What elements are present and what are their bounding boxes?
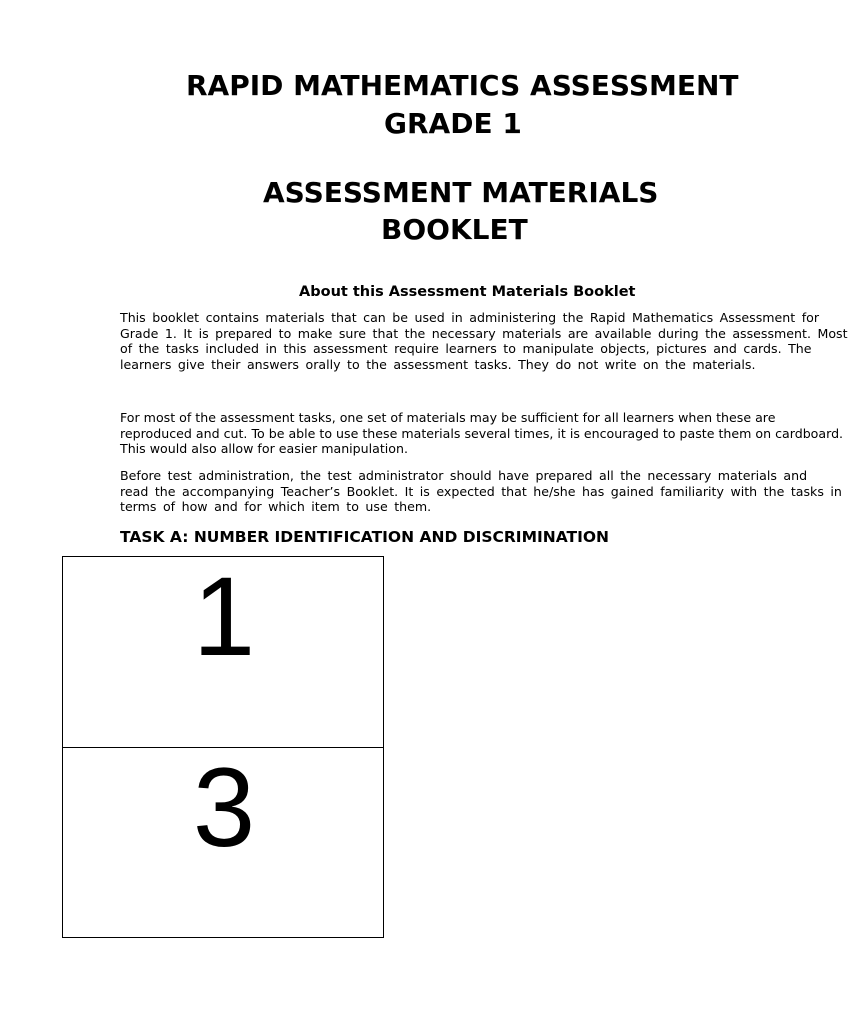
paragraph-line: of the tasks included in this assessment require learners to manipulate objects, pictures and cards. The bbox=[120, 341, 812, 357]
paragraph-line: Grade 1. It is prepared to make sure that the necessary materials are available during the assessment. Most bbox=[120, 325, 848, 341]
intro-paragraph bbox=[120, 310, 848, 372]
document-title: RAPID MATHEMATICS ASSESSMENT bbox=[186, 69, 739, 102]
task-a-heading: TASK A: NUMBER IDENTIFICATION AND DISCRIMINATION bbox=[120, 528, 610, 546]
card-numeral: 1 bbox=[192, 554, 256, 679]
number-card bbox=[63, 747, 383, 937]
paragraph-line: learners give their answers orally to the assessment tasks. They do not write on the materials. bbox=[120, 356, 756, 372]
materials-paragraph bbox=[120, 410, 843, 457]
paragraph-line: reproduced and cut. To be able to use these materials several times, it is encouraged to paste them on cardboard. bbox=[120, 425, 844, 441]
booklet-heading: ASSESSMENT MATERIALS bbox=[263, 176, 659, 209]
document-subtitle-grade: GRADE 1 bbox=[384, 107, 522, 140]
paragraph-line: terms of how and for which item to use them. bbox=[120, 499, 432, 515]
paragraph-line: read the accompanying Teacher’s Booklet. It is expected that he/she has gained familiarity with the tasks in bbox=[120, 483, 842, 499]
about-heading: About this Assessment Materials Booklet bbox=[299, 284, 636, 300]
paragraph-line: For most of the assessment tasks, one set of materials may be sufficient for all learners when these are bbox=[120, 410, 776, 425]
paragraph-line: This booklet contains materials that can be used in administering the Rapid Mathematics Assessment for bbox=[120, 310, 820, 325]
number-card-grid bbox=[62, 556, 384, 938]
paragraph-line: This would also allow for easier manipulation. bbox=[120, 441, 408, 457]
preparation-paragraph bbox=[120, 468, 842, 515]
booklet-heading-line2: BOOKLET bbox=[381, 213, 528, 246]
number-card bbox=[63, 554, 383, 747]
paragraph-line: Before test administration, the test administrator should have prepared all the necessary materials and bbox=[120, 468, 808, 483]
card-numeral: 3 bbox=[192, 745, 256, 870]
